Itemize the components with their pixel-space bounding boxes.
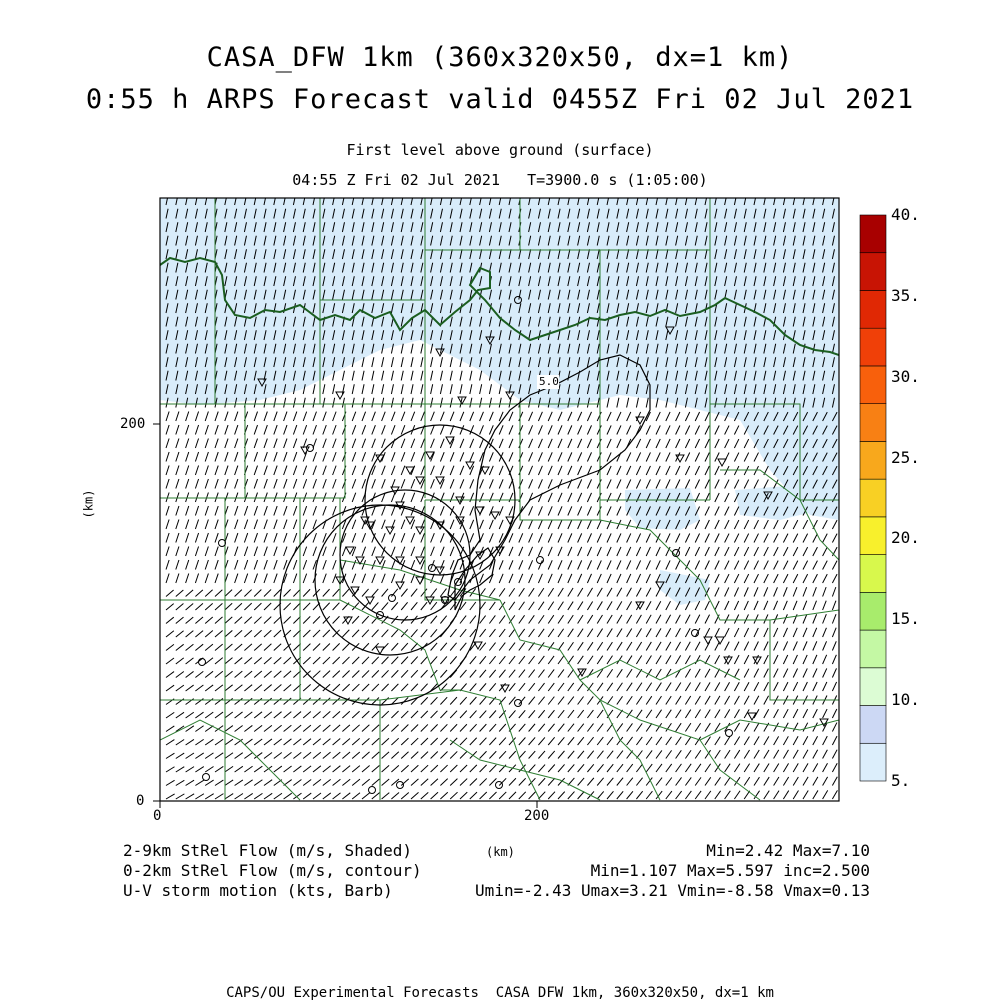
title-line-2: 0:55 h ARPS Forecast valid 0455Z Fri 02 Jul 2021 (85, 84, 915, 115)
legend-contour-stats: Min=1.107 Max=5.597 inc=2.500 (590, 861, 870, 880)
title-line-1: CASA_DFW 1km (360x320x50, dx=1 km) (206, 42, 794, 73)
footer-credit: CAPS/OU Experimental Forecasts CASA DFW 1km, 360x320x50, dx=1 km (226, 985, 774, 1001)
colorbar-segment (860, 366, 886, 404)
colorbar-label: 25. (891, 447, 920, 467)
colorbar-segment (860, 592, 886, 630)
colorbar-label: 20. (891, 528, 920, 548)
colorbar-label: 30. (891, 366, 920, 386)
colorbar-label: 10. (891, 690, 920, 710)
y-tick-0: 0 (136, 793, 145, 809)
colorbar-label: 15. (891, 609, 920, 629)
colorbar-segment (860, 630, 886, 668)
legend-shaded-stats: Min=2.42 Max=7.10 (706, 841, 870, 860)
y-axis-label: (km) (81, 489, 96, 519)
legend-barb: U-V storm motion (kts, Barb) (123, 881, 393, 900)
colorbar-segment (860, 441, 886, 479)
colorbar (860, 215, 886, 781)
colorbar-segment (860, 555, 886, 593)
colorbar-segment (860, 404, 886, 442)
colorbar-segment (860, 706, 886, 744)
contour-label: 5.0 (539, 375, 559, 388)
colorbar-segment (860, 668, 886, 706)
colorbar-segment (860, 253, 886, 291)
time-subtitle: 04:55 Z Fri 02 Jul 2021 T=3900.0 s (1:05:00) (292, 171, 708, 189)
x-tick-200: 200 (524, 808, 550, 824)
colorbar-label: 40. (891, 205, 920, 224)
colorbar-segment (860, 290, 886, 328)
colorbar-segment (860, 215, 886, 253)
legend-contour: 0-2km StRel Flow (m/s, contour) (123, 861, 422, 880)
legend-barb-stats: Umin=-2.43 Umax=3.21 Vmin=-8.58 Vmax=0.13 (475, 881, 870, 900)
y-tick-200: 200 (120, 416, 146, 432)
x-axis-label: (km) (486, 845, 515, 859)
colorbar-segment (860, 479, 886, 517)
colorbar-label: 5. (891, 771, 911, 790)
colorbar-segment (860, 517, 886, 555)
x-tick-0: 0 (153, 808, 162, 824)
legend-shaded: 2-9km StRel Flow (m/s, Shaded) (123, 841, 412, 860)
colorbar-label: 35. (891, 285, 920, 305)
colorbar-segment (860, 743, 886, 781)
colorbar-segment (860, 328, 886, 366)
level-subtitle: First level above ground (surface) (346, 141, 654, 159)
